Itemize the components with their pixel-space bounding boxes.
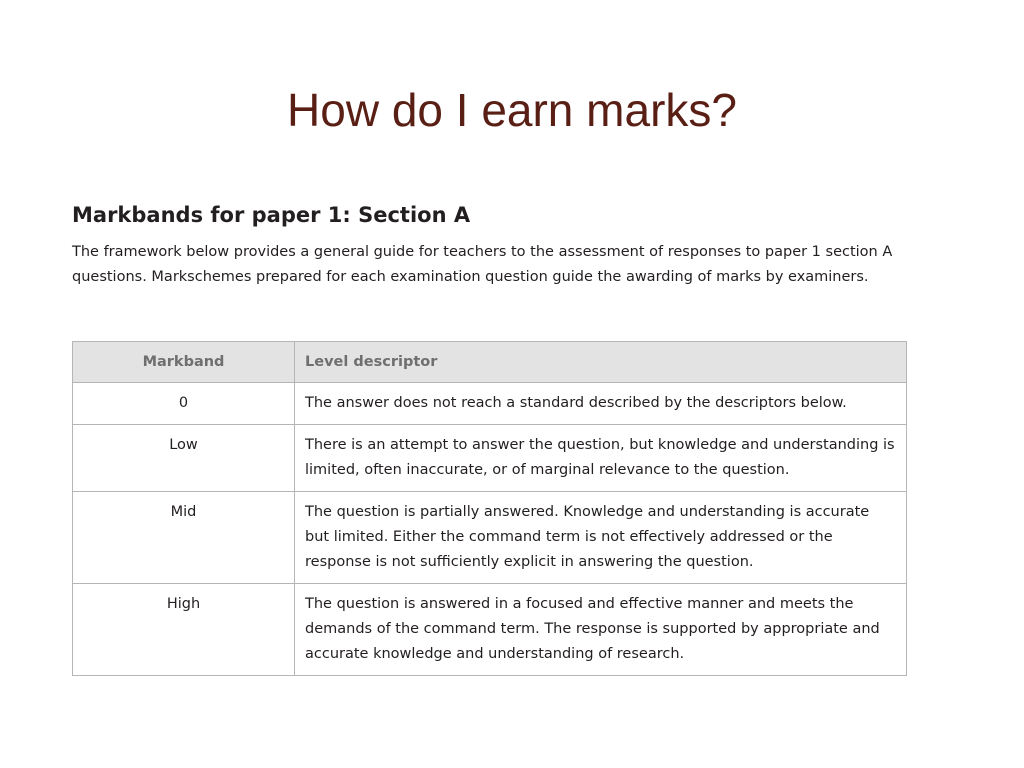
descriptor-cell: The question is answered in a focused and effective manner and meets the demands of the command term. The response is supported by appropriate and accurate knowledge and understanding of research. [295, 584, 907, 676]
descriptor-cell: The answer does not reach a standard described by the descriptors below. [295, 383, 907, 425]
descriptor-cell: There is an attempt to answer the question, but knowledge and understanding is limited, often inaccurate, or of marginal relevance to the question. [295, 425, 907, 492]
section-heading: Markbands for paper 1: Section A [72, 203, 471, 227]
markband-cell: Mid [73, 492, 295, 584]
table-row [73, 584, 907, 676]
markband-cell: 0 [73, 383, 295, 425]
table-row [73, 425, 907, 492]
table-header-row [73, 342, 907, 383]
column-header-markband: Markband [73, 342, 295, 383]
column-header-level-descriptor: Level descriptor [295, 342, 907, 383]
intro-paragraph: The framework below provides a general guide for teachers to the assessment of responses to paper 1 section A questions. Markschemes prepared for each examination question guide the awarding of marks by examiners. [72, 244, 893, 285]
markbands-table [72, 341, 907, 676]
table-row [73, 383, 907, 425]
table-row [73, 492, 907, 584]
slide-title: How do I earn marks? [287, 84, 737, 136]
markband-cell: Low [73, 425, 295, 492]
descriptor-cell: The question is partially answered. Knowledge and understanding is accurate but limited. Either the command term is not effectively addressed or the response is not sufficiently explicit in answering the question. [295, 492, 907, 584]
markband-cell: High [73, 584, 295, 676]
